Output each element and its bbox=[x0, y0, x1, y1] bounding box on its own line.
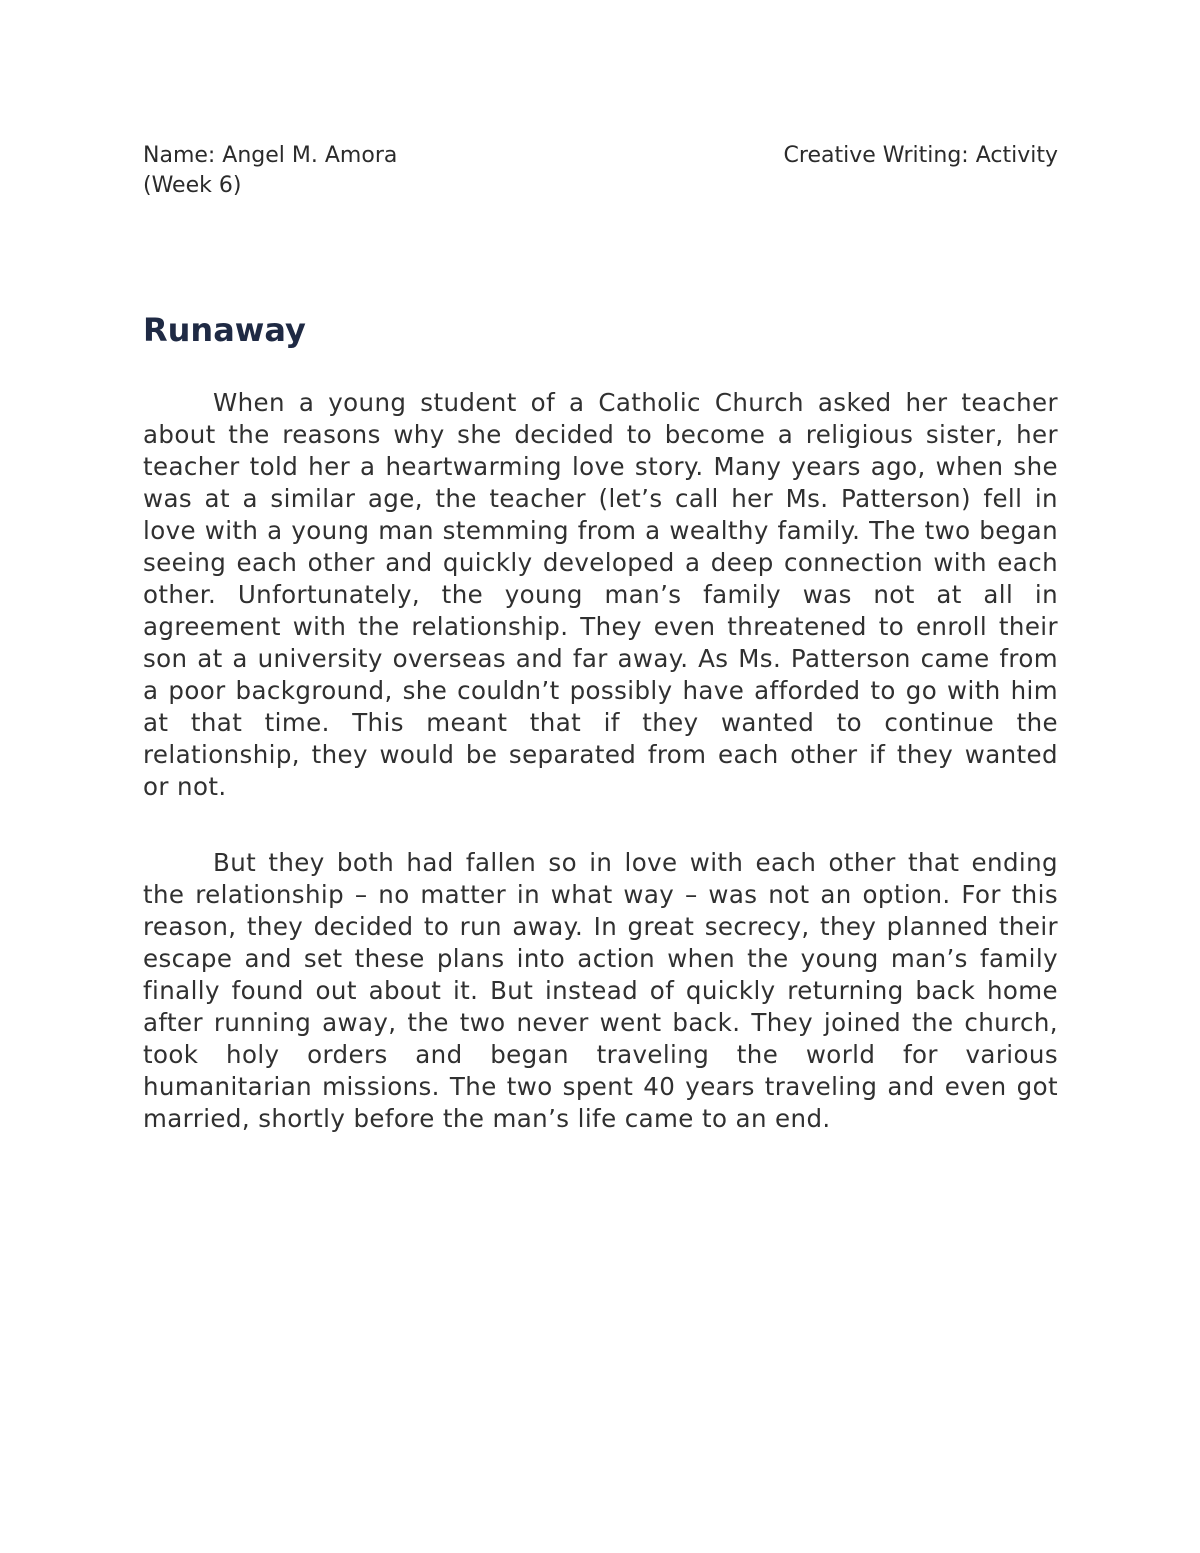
story-body bbox=[143, 387, 1058, 1135]
header-row bbox=[143, 141, 1058, 171]
student-name: Name: Angel M. Amora bbox=[143, 143, 398, 168]
paragraph-2: But they both had fallen so in love with each other that ending the relationship – no matter in what way – was not an option. For this reason, they decided to run away. In great secrecy, they planned their escape and set these plans into action when the young man’s family finally found out about it. But instead of quickly returning back home after running away, the two never went back. They joined the church, took holy orders and began traveling the world for various humanitarian missions. The two spent 40 years traveling and even got married, shortly before the man’s life came to an end. bbox=[143, 848, 1058, 1133]
paragraph-1: When a young student of a Catholic Church asked her teacher about the reasons why she decided to become a religious sister, her teacher told her a heartwarming love story. Many years ago, when she was at a similar age, the teacher (let’s call her Ms. Patterson) fell in love with a young man stemming from a wealthy family. The two began seeing each other and quickly developed a deep connection with each other. Unfortunately, the young man’s family was not at all in agreement with the relationship. They even threatened to enroll their son at a university overseas and far away. As Ms. Patterson came from a poor background, she couldn’t possibly have afforded to go with him at that time. This meant that if they wanted to continue the relationship, they would be separated from each other if they wanted or not. bbox=[143, 388, 1058, 801]
story-title: Runaway bbox=[143, 311, 306, 349]
week-label: (Week 6) bbox=[143, 173, 242, 198]
course-activity: Creative Writing: Activity bbox=[783, 143, 1058, 168]
document-header bbox=[143, 141, 1058, 201]
